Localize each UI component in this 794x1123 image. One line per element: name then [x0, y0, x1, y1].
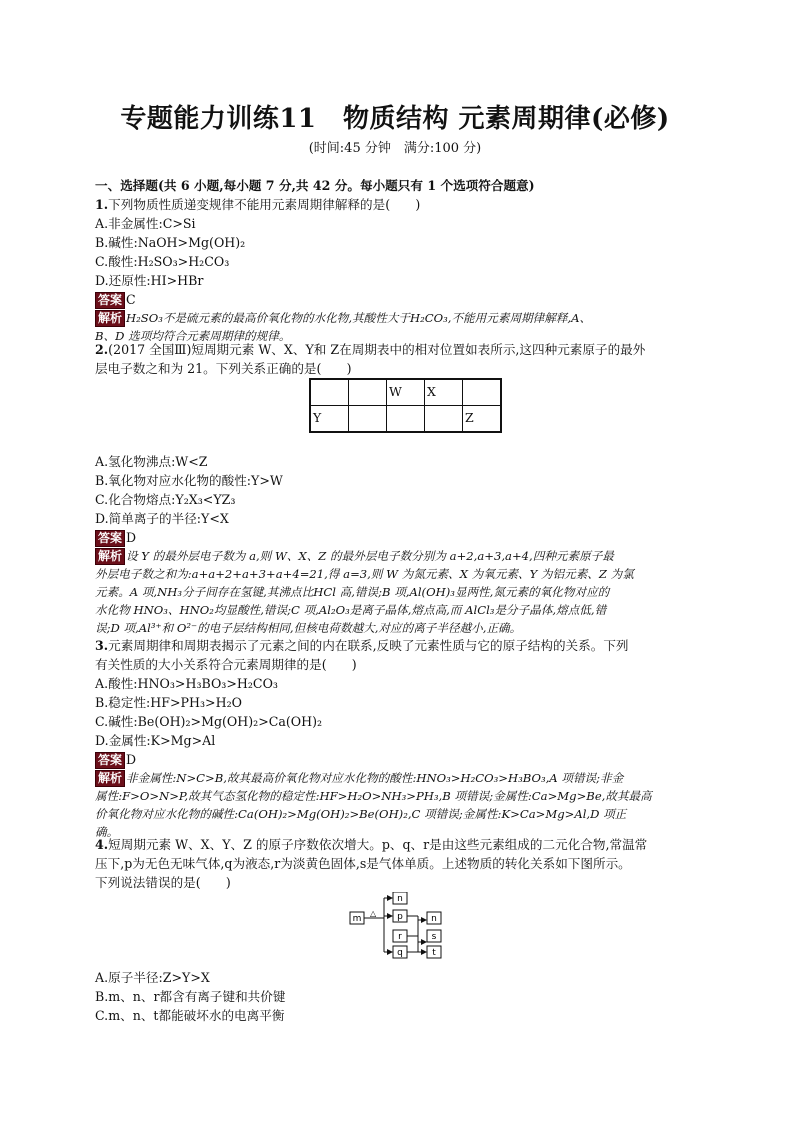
conversion-diagram — [348, 892, 548, 972]
question-1-block — [95, 176, 705, 345]
question-2-option-a: A.氢化物沸点:W<Z — [95, 454, 208, 469]
question-1-option-d: D.还原性:HI>HBr — [95, 273, 204, 288]
table-row — [310, 406, 501, 433]
table-cell — [310, 379, 349, 406]
periodic-position-table — [309, 378, 502, 433]
question-1-stem: 1.下列物质性质递变规律不能用元素周期律解释的是( ) — [95, 197, 421, 212]
svg-text:q: q — [397, 948, 403, 958]
table-cell: W — [387, 379, 425, 406]
svg-text:n: n — [431, 914, 437, 924]
question-3-answer: 答案 D — [95, 750, 705, 769]
table-cell: X — [425, 379, 463, 406]
svg-text:r: r — [398, 932, 402, 942]
table-cell: Y — [310, 406, 349, 433]
question-1-explanation: 解析 H₂SO₃不是硫元素的最高价氧化物的水化物,其酸性大于H₂CO₃,不能用元素周期律解释,A、 B、D 选项均符合元素周期律的规律。 — [95, 311, 592, 343]
explanation-tag: 解析 — [95, 548, 125, 565]
question-2-option-c: C.化合物熔点:Y₂X₃<YZ₃ — [95, 492, 236, 507]
question-2-explanation: 解析 设 Y 的最外层电子数为 a,则 W、X、Z 的最外层电子数分别为 a+2,a+3,a+4,四种元素原子最 外层电子数之和为:a+a+2+a+3+a+4=21,得 a=3,则 W 为氮元素、X 为氧元素、Y 为铝元素、Z 为氯 元素。A 项,NH₃分子间存在氢键,其沸点比HCl 高,错误;B 项,Al(OH)₃显两性,氮元素的氧化物对应的 水化物 HNO₃、HNO₂均显酸性,错误;C 项,Al₂O₃是离子晶体,熔点高,而 AlCl₃是分子晶体,熔点低,错 误;D 项,Al³⁺和 O²⁻的电子层结构相同,但核电荷数越大,对应的离子半径越小,正确。 — [95, 549, 634, 635]
table-cell: Z — [463, 406, 502, 433]
explanation-tag: 解析 — [95, 770, 125, 787]
table-cell — [463, 379, 502, 406]
svg-text:t: t — [432, 948, 436, 958]
answer-tag: 答案 — [95, 752, 125, 769]
table-cell — [387, 406, 425, 433]
table-cell — [349, 406, 387, 433]
question-2-stem: 2.(2017 全国Ⅲ)短周期元素 W、X、Y和 Z在周期表中的相对位置如表所示,这四种元素原子的最外 层电子数之和为 21。下列关系正确的是( ) — [95, 342, 646, 376]
table-cell — [349, 379, 387, 406]
svg-text:s: s — [431, 932, 437, 942]
svg-text:p: p — [397, 912, 403, 922]
answer-tag: 答案 — [95, 292, 125, 309]
question-3-option-c: C.碱性:Be(OH)₂>Mg(OH)₂>Ca(OH)₂ — [95, 714, 323, 729]
page-subtitle: (时间:45 分钟 满分:100 分) — [308, 141, 482, 156]
question-1-option-a: A.非金属性:C>Si — [95, 216, 196, 231]
question-3-option-d: D.金属性:K>Mg>Al — [95, 733, 216, 748]
question-1-option-b: B.碱性:NaOH>Mg(OH)₂ — [95, 235, 246, 250]
question-2-option-b: B.氧化物对应水化物的酸性:Y>W — [95, 473, 283, 488]
question-3-option-b: B.稳定性:HF>PH₃>H₂O — [95, 695, 242, 710]
question-1-option-c: C.酸性:H₂SO₃>H₂CO₃ — [95, 254, 230, 269]
question-4-option-a: A.原子半径:Z>Y>X — [95, 970, 210, 985]
question-1-answer: 答案 C — [95, 290, 705, 309]
question-2-option-d: D.简单离子的半径:Y<X — [95, 511, 229, 526]
question-2-answer: 答案 D — [95, 528, 705, 547]
question-4-option-c: C.m、n、t都能破坏水的电离平衡 — [95, 1008, 285, 1023]
table-row — [310, 379, 501, 406]
page-title: 专题能力训练11 物质结构 元素周期律(必修) — [120, 104, 670, 134]
question-2-block — [95, 452, 705, 637]
question-4-options — [95, 968, 705, 1025]
table-cell — [425, 406, 463, 433]
question-3-block: 3.元素周期律和周期表揭示了元素之间的内在联系,反映了元素性质与它的原子结构的关系。下列 有关性质的大小关系符合元素周期律的是( ) A.酸性:HNO₃>H₃BO₃>H₂CO₃ B.稳定性:HF>PH₃>H₂O C.碱性:Be(OH)₂>Mg(OH)₂>Ca(OH)₂ D.金属性:K>Mg>Al 答案 D 解析 非金属性:N>C>B,故其最高价氧化物对应水化物的酸性:HNO₃>H₂CO₃>H₃BO₃,A 项错误;非金 属性:F>O>N>P,故其气态氢化物的稳定性:HF>H₂O>NH₃>PH₃,B 项错误;金属性:Ca>Mg>Be,故其最高 价氧化物对应水化物的碱性:Ca(OH)₂>Mg(OH)₂>Be(OH)₂,C 项错误;金属性:K>Ca>Mg>Al,D 项正 确。 — [95, 636, 705, 841]
heat-symbol: △ — [370, 909, 377, 918]
explanation-tag: 解析 — [95, 310, 125, 327]
question-4-option-b: B.m、n、r都含有离子键和共价键 — [95, 989, 286, 1004]
question-3-option-a: A.酸性:HNO₃>H₃BO₃>H₂CO₃ — [95, 676, 278, 691]
question-3-explanation: 解析 非金属性:N>C>B,故其最高价氧化物对应水化物的酸性:HNO₃>H₂CO₃>H₃BO₃,A 项错误;非金 属性:F>O>N>P,故其气态氢化物的稳定性:HF>H₂O>NH₃>PH₃,B 项错误;金属性:Ca>Mg>Be,故其最高 价氧化物对应水化物的碱性:Ca(OH)₂>Mg(OH)₂>Be(OH)₂,C 项错误;金属性:K>Ca>Mg>Al,D 项正 确。 — [95, 771, 652, 839]
question-4-stem: 4.短周期元素 W、X、Y、Z 的原子序数依次增大。p、q、r是由这些元素组成的二元化合物,常温常 压下,p为无色无味气体,q为液态,r为淡黄色固体,s是气体单质。上述物质的转化关系如下图所示。 下列说法错误的是( ) — [95, 837, 648, 890]
section-heading: 一、选择题(共 6 小题,每小题 7 分,共 42 分。每小题只有 1 个选项符合题意) — [95, 178, 535, 193]
node-m-label: m — [352, 914, 362, 924]
answer-tag: 答案 — [95, 530, 125, 547]
svg-text:n: n — [397, 894, 403, 904]
